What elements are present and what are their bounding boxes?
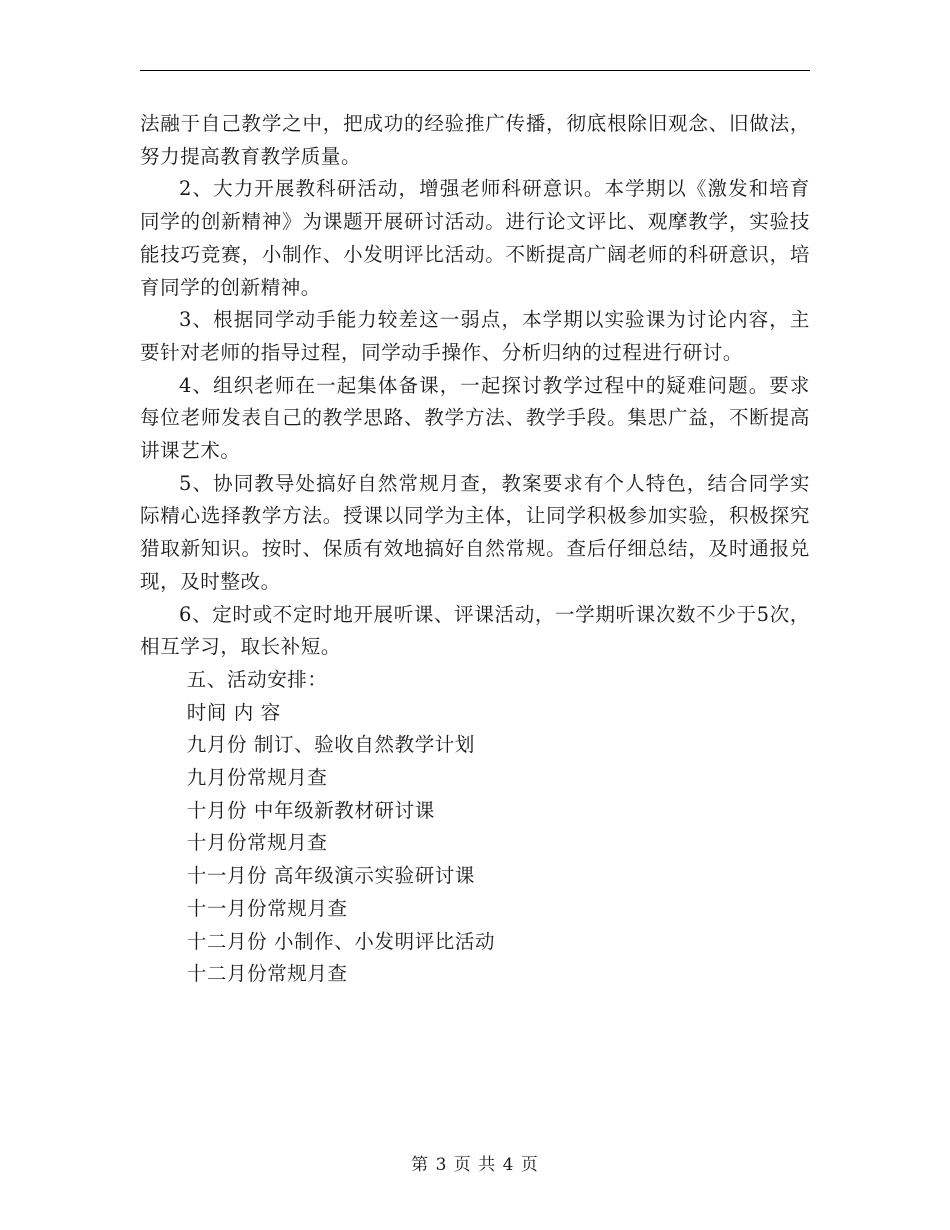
schedule-heading: 五、活动安排： xyxy=(186,667,328,691)
paragraph-item-2: 2、大力开展教科研活动，增强老师科研意识。本学期以《激发和培育同学的创新精神》为课题开展研讨活动。进行论文评比、观摩教学，实验技能技巧竞赛，小制作、小发明评比活动。不断提高广阔老师的科研意识，培育同学的创新精神。 xyxy=(140,177,810,299)
schedule-header-row: 时间 内 容 xyxy=(186,700,281,724)
paragraph-item-6: 6、定时或不定时地开展听课、评课活动，一学期听课次数不少于5次，相互学习，取长补短。 xyxy=(140,602,810,659)
document-body xyxy=(140,108,810,991)
schedule-row: 十一月份常规月查 xyxy=(186,896,348,920)
schedule-row: 十二月份常规月查 xyxy=(186,962,348,986)
paragraph-continuation: 法融于自己教学之中，把成功的经验推广传播，彻底根除旧观念、旧做法，努力提高教育教学质量。 xyxy=(140,112,810,168)
schedule-row: 十月份常规月查 xyxy=(186,831,328,855)
paragraph-item-5: 5、协同教导处搞好自然常规月查，教案要求有个人特色，结合同学实际精心选择教学方法。授课以同学为主体，让同学积极参加实验，积极探究猎取新知识。按时、保质有效地搞好自然常规。查后仔细总结，及时通报兑现，及时整改。 xyxy=(140,471,810,593)
page-number-footer: 第 3 页 共 4 页 xyxy=(411,1155,539,1175)
schedule-row: 九月份常规月查 xyxy=(186,766,328,790)
paragraph-item-3: 3、根据同学动手能力较差这一弱点，本学期以实验课为讨论内容，主要针对老师的指导过程，同学动手操作、分析归纳的过程进行研讨。 xyxy=(140,308,810,364)
schedule-row: 十一月份 高年级演示实验研讨课 xyxy=(186,864,475,888)
schedule-row: 九月份 制订、验收自然教学计划 xyxy=(186,733,475,757)
header-rule xyxy=(140,70,810,71)
schedule-row: 十二月份 小制作、小发明评比活动 xyxy=(186,929,496,953)
paragraph-item-4: 4、组织老师在一起集体备课，一起探讨教学过程中的疑难问题。要求每位老师发表自己的教学思路、教学方法、教学手段。集思广益，不断提高讲课艺术。 xyxy=(140,373,810,463)
schedule-row: 十月份 中年级新教材研讨课 xyxy=(186,798,435,822)
